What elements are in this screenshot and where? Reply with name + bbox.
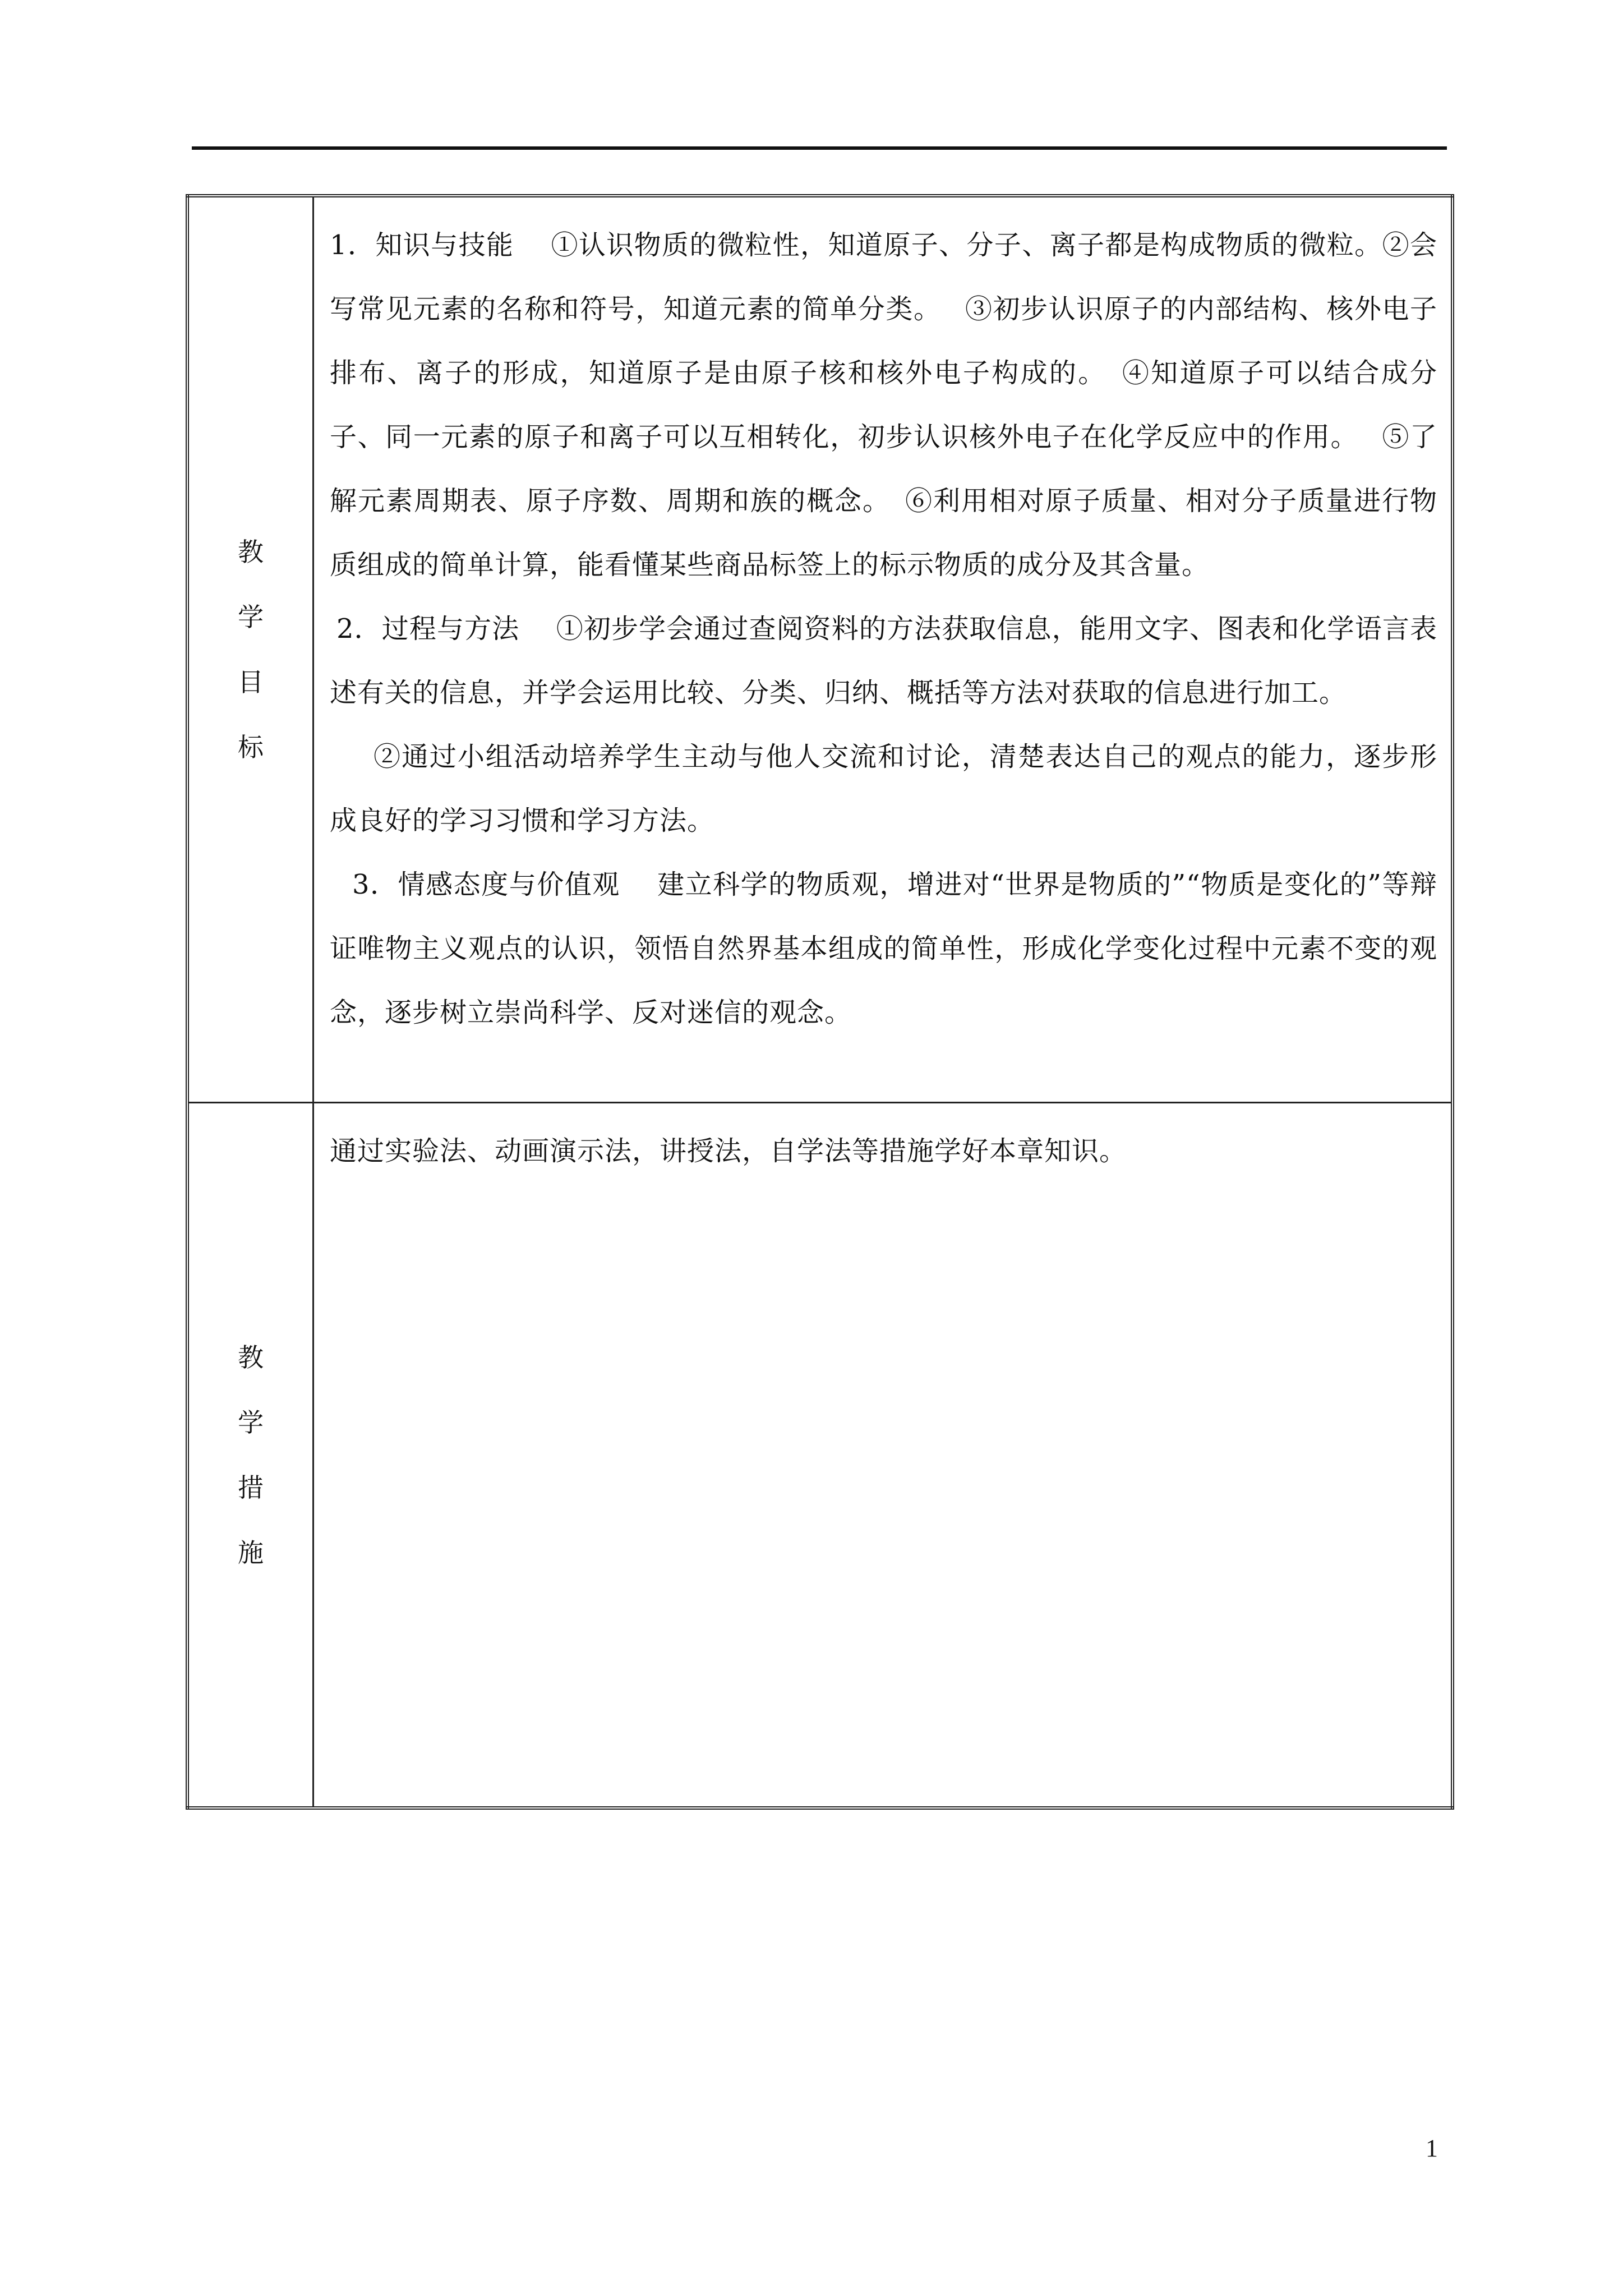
header-rule: [192, 146, 1447, 150]
label-char: 措: [238, 1472, 264, 1503]
teaching-measures-row: [187, 1103, 1453, 1809]
label-char: 目: [238, 667, 264, 697]
label-char: 学: [238, 1407, 264, 1438]
lesson-plan-table: [186, 194, 1454, 1810]
page-number: 1: [1426, 2134, 1438, 2162]
measures-text: 通过实验法、动画演示法，讲授法，自学法等措施学好本章知识。: [330, 1135, 1127, 1167]
teaching-goals-label-cell: [187, 196, 313, 1103]
label-char: 施: [238, 1537, 264, 1568]
goal-emotion-values: 3．情感态度与价值观 建立科学的物质观，增进对“世界是物质的”“物质是变化的”等辩证唯物主义观点的认识，领悟自然界基本组成的简单性，形成化学变化过程中元素不变的观念，逐步树立崇尚科学、反对迷信的观念。: [330, 869, 1437, 1028]
goal-process-methods: 2．过程与方法 ①初步学会通过查阅资料的方法获取信息，能用文字、图表和化学语言表述有关的信息，并学会运用比较、分类、归纳、概括等方法对获取的信息进行加工。: [330, 613, 1437, 708]
teaching-goals-content-cell: [313, 196, 1453, 1103]
label-char: 教: [238, 537, 264, 567]
goal-knowledge-skills: 1．知识与技能 ①认识物质的微粒性，知道原子、分子、离子都是构成物质的微粒。②会写常见元素的名称和符号，知道元素的简单分类。 ③初步认识原子的内部结构、核外电子排布、离子的形成，知道原子是由原子核和核外电子构成的。 ④知道原子可以结合成分子、同一元素的原子和离子可以互相转化，初步认识核外电子在化学反应中的作用。 ⑤了解元素周期表、原子序数、周期和族的概念。 ⑥利用相对原子质量、相对分子质量进行物质组成的简单计算，能看懂某些商品标签上的标示物质的成分及其含量。: [330, 229, 1437, 581]
label-char: 标: [238, 732, 264, 762]
teaching-measures-label: [189, 1103, 312, 1806]
goal-process-methods-2: ②通过小组活动培养学生主动与他人交流和讨论，清楚表达自己的观点的能力，逐步形成良好的学习习惯和学习方法。: [330, 741, 1437, 836]
label-char: 学: [238, 602, 264, 632]
teaching-goals-row: [187, 196, 1453, 1103]
teaching-goals-content: [314, 197, 1451, 1056]
teaching-measures-content: [314, 1103, 1451, 1194]
label-char: 教: [238, 1342, 264, 1373]
teaching-goals-label: [189, 197, 312, 1102]
teaching-measures-content-cell: [313, 1103, 1453, 1809]
teaching-measures-label-cell: [187, 1103, 313, 1809]
